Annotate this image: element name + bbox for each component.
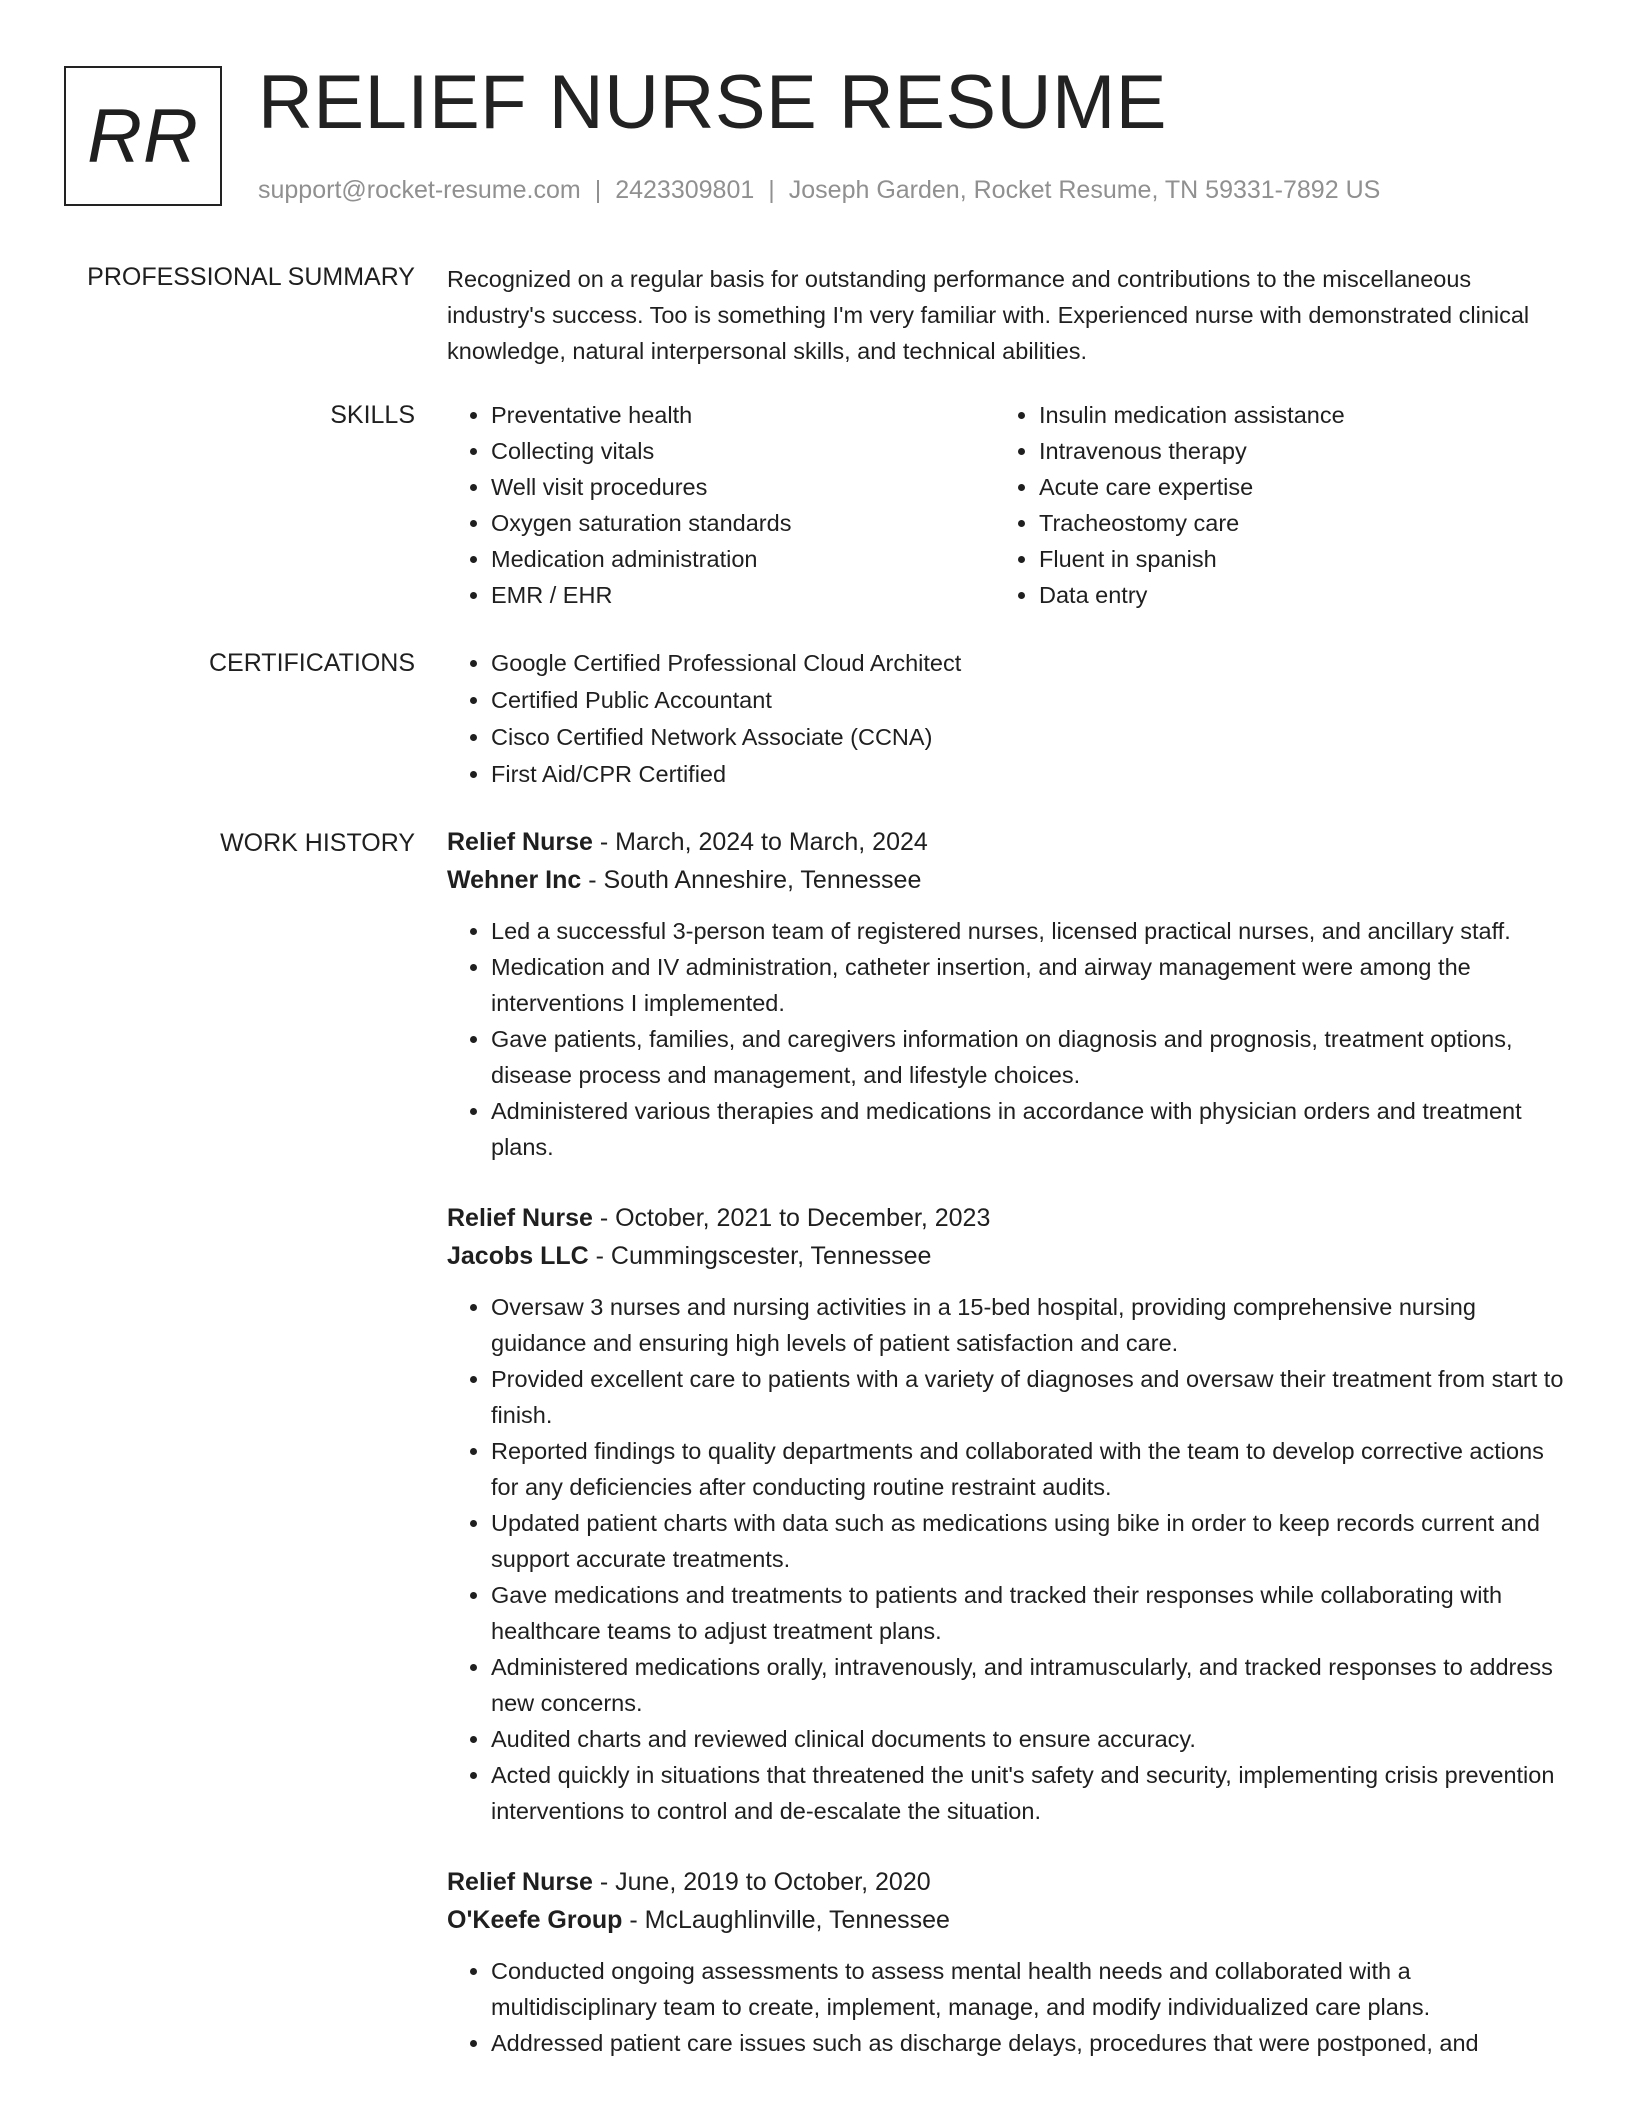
job-bullet: • Oversaw 3 nurses and nursing activities in a 15-bed hospital, providing comprehensive nursing guidance and ensuring high levels of patient satisfaction and care. <box>491 1289 1567 1361</box>
skill-item: • Insulin medication assistance <box>1039 397 1535 433</box>
page-title: RELIEF NURSE RESUME <box>258 60 1167 145</box>
job-location: - McLaughlinville, Tennessee <box>622 1906 950 1934</box>
job-bullets <box>447 1953 1567 2061</box>
job-bullet: • Administered medications orally, intravenously, and intramuscularly, and tracked responses to address new concerns. <box>491 1649 1567 1721</box>
job-company: O'Keefe Group <box>447 1906 623 1934</box>
skill-item: • Acute care expertise <box>1039 469 1535 505</box>
job-title-line <box>447 1199 1567 1237</box>
job-entry <box>447 1863 1567 2061</box>
job-title: Relief Nurse <box>447 1868 593 1896</box>
job-bullet: • Audited charts and reviewed clinical documents to ensure accuracy. <box>491 1721 1567 1757</box>
contact-email: support@rocket-resume.com <box>258 176 581 204</box>
certification-item: • Google Certified Professional Cloud Architect <box>491 645 1567 682</box>
work-history-body <box>447 823 1567 2095</box>
job-dates: - June, 2019 to October, 2020 <box>592 1868 931 1896</box>
summary-heading: PROFESSIONAL SUMMARY <box>87 263 415 291</box>
skills-body <box>447 397 1567 617</box>
job-company-line <box>447 1237 1567 1275</box>
skill-item: • Preventative health <box>491 397 987 433</box>
skill-item: • Well visit procedures <box>491 469 987 505</box>
skill-item: • Data entry <box>1039 577 1535 613</box>
job-bullet: • Provided excellent care to patients with a variety of diagnoses and oversaw their treatment from start to finish. <box>491 1361 1567 1433</box>
job-location: - Cummingscester, Tennessee <box>588 1242 932 1270</box>
job-bullet: • Updated patient charts with data such as medications using bike in order to keep records current and support accurate treatments. <box>491 1505 1567 1577</box>
skill-item: • Oxygen saturation standards <box>491 505 987 541</box>
skills-list-left <box>447 397 987 613</box>
job-bullet: • Gave medications and treatments to patients and tracked their responses while collaborating with healthcare teams to adjust treatment plans. <box>491 1577 1567 1649</box>
job-bullet: • Reported findings to quality departments and collaborated with the team to develop corrective actions for any deficiencies after conducting routine restraint audits. <box>491 1433 1567 1505</box>
skills-heading: SKILLS <box>330 401 415 429</box>
contact-separator: | <box>768 176 775 204</box>
skills-list-right <box>995 397 1535 613</box>
summary-text: Recognized on a regular basis for outstanding performance and contributions to the miscellaneous industry's success. Too is something I'm very familiar with. Experienced nurse with demonstrated clinical knowledge, natural interpersonal skills, and technical abilities. <box>447 266 1530 364</box>
job-bullets <box>447 1289 1567 1829</box>
job-bullet: • Acted quickly in situations that threatened the unit's safety and security, implementing crisis prevention interventions to control and de-escalate the situation. <box>491 1757 1567 1829</box>
job-location: - South Anneshire, Tennessee <box>581 866 922 894</box>
job-entry <box>447 823 1567 1165</box>
certification-item: • Certified Public Accountant <box>491 682 1567 719</box>
job-dates: - March, 2024 to March, 2024 <box>592 828 928 856</box>
job-company: Wehner Inc <box>447 866 582 894</box>
job-bullet: • Administered various therapies and medications in accordance with physician orders and treatment plans. <box>491 1093 1567 1165</box>
monogram-logo: RR <box>64 66 222 206</box>
skill-item: • Collecting vitals <box>491 433 987 469</box>
skills-column-right <box>995 397 1535 613</box>
contact-phone: 2423309801 <box>615 176 755 204</box>
job-title-line <box>447 823 1567 861</box>
certification-item: • Cisco Certified Network Associate (CCNA) <box>491 719 1567 756</box>
skill-item: • Fluent in spanish <box>1039 541 1535 577</box>
job-bullets <box>447 913 1567 1165</box>
job-company-line <box>447 1901 1567 1939</box>
certifications-body <box>447 645 1567 793</box>
skills-column-left <box>447 397 987 613</box>
skill-item: • Tracheostomy care <box>1039 505 1535 541</box>
job-bullet: • Led a successful 3-person team of registered nurses, licensed practical nurses, and ancillary staff. <box>491 913 1567 949</box>
contact-separator: | <box>594 176 602 204</box>
job-bullet: • Conducted ongoing assessments to assess mental health needs and collaborated with a multidisciplinary team to create, implement, manage, and modify individualized care plans. <box>491 1953 1567 2025</box>
job-entry <box>447 1199 1567 1829</box>
contact-address: Joseph Garden, Rocket Resume, TN 59331-7892 US <box>788 176 1381 204</box>
job-dates: - October, 2021 to December, 2023 <box>592 1204 991 1232</box>
job-title-line <box>447 1863 1567 1901</box>
skill-item: • Intravenous therapy <box>1039 433 1535 469</box>
work-history-heading: WORK HISTORY <box>220 829 415 857</box>
job-company: Jacobs LLC <box>447 1242 589 1270</box>
certifications-list <box>447 645 1567 793</box>
job-bullet: • Gave patients, families, and caregivers information on diagnosis and prognosis, treatment options, disease process and management, and lifestyle choices. <box>491 1021 1567 1093</box>
certification-item: • First Aid/CPR Certified <box>491 756 1567 793</box>
contact-line <box>258 176 1380 205</box>
job-title: Relief Nurse <box>447 828 593 856</box>
job-company-line <box>447 861 1567 899</box>
skill-item: • Medication administration <box>491 541 987 577</box>
skill-item: • EMR / EHR <box>491 577 987 613</box>
job-title: Relief Nurse <box>447 1204 593 1232</box>
certifications-heading: CERTIFICATIONS <box>208 649 415 677</box>
job-bullet: • Medication and IV administration, catheter insertion, and airway management were among the interventions I implemented. <box>491 949 1567 1021</box>
job-bullet: • Addressed patient care issues such as discharge delays, procedures that were postponed, and <box>491 2025 1567 2061</box>
